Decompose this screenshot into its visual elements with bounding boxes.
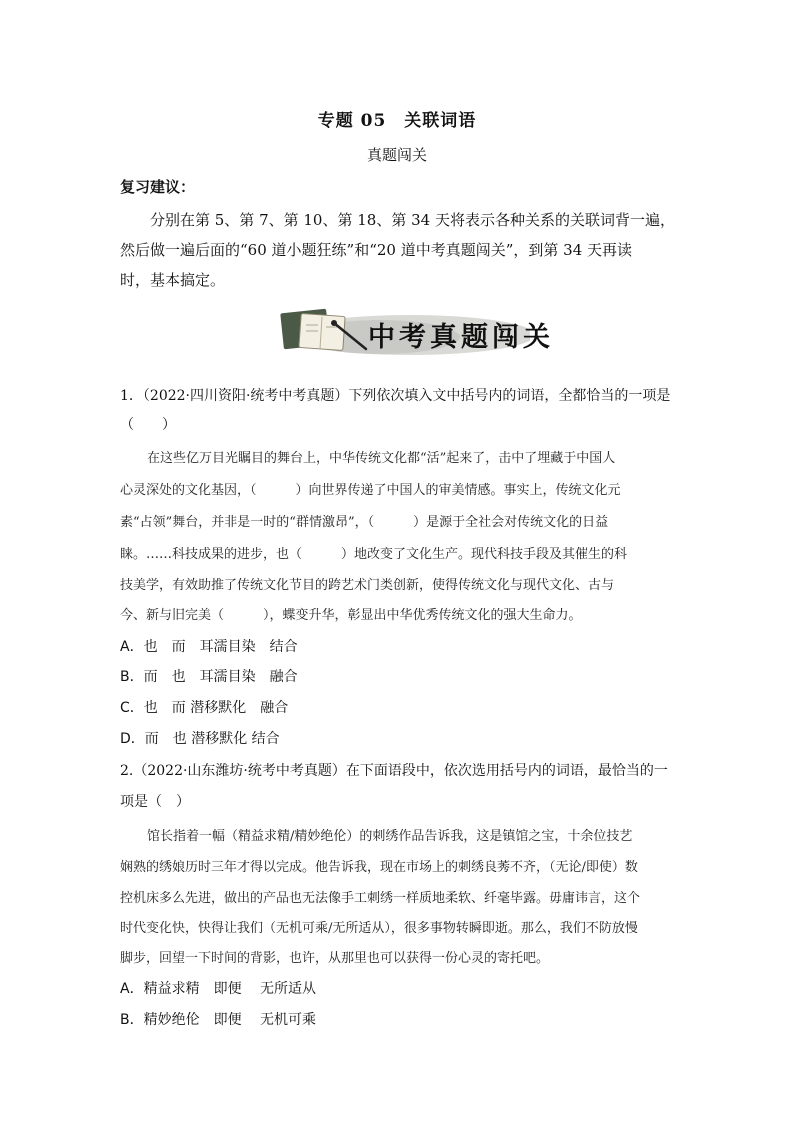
question-2-option-b[interactable]: B．精妙绝伦 即便 无机可乘 <box>120 1012 317 1028</box>
question-2-passage-line: 馆长指着一幅（精益求精/精妙绝伦）的刺绣作品告诉我，这是镇馆之宝，十余位技艺 <box>147 829 633 844</box>
document-subtitle: 真题闯关 <box>366 146 427 164</box>
question-2-stem: 项是（ ） <box>120 794 190 810</box>
question-1-passage-line: 今、新与旧完美（ ），蝶变升华，彰显出中华优秀传统文化的强大生命力。 <box>120 608 582 623</box>
question-2-option-a[interactable]: A．精益求精 即便 无所适从 <box>120 981 317 997</box>
question-1-passage-line: 素“占领”舞台，并非是一时的“群情激昂”，（ ）是源于全社会对传统文化的日益 <box>120 515 609 530</box>
question-1-stem: （ ） <box>120 417 176 433</box>
question-1-option-a[interactable]: A．也 而 耳濡目染 结合 <box>120 639 298 655</box>
question-1-passage-line: 在这些亿万目光瞩目的舞台上，中华传统文化都“活”起来了，击中了埋藏于中国人 <box>147 451 616 466</box>
advice-line: 然后做一遍后面的“60 道小题狂练”和“20 道中考真题闯关”，到第 34 天再读 <box>120 241 633 259</box>
question-2-passage-line: 控机床多么先进，做出的产品也无法像手工刺绣一样质地柔软、纤毫毕露。毋庸讳言，这个 <box>120 891 641 906</box>
advice-paragraph <box>120 205 680 295</box>
advice-heading: 复习建议： <box>120 178 196 196</box>
question-2-stem: 2.（2022·山东潍坊·统考中考真题）在下面语段中，依次选用括号内的词语，最恰当的一 <box>120 763 668 779</box>
question-1-stem: 1．（2022·四川资阳·统考中考真题）下列依次填入文中括号内的词语，全都恰当的一项是 <box>120 388 671 404</box>
question-2-passage-line: 脚步，回望一下时间的背影，也许，从那里也可以获得一份心灵的寄托吧。 <box>120 951 550 966</box>
banner-title: 中考真题闯关 <box>368 322 554 353</box>
question-1-option-b[interactable]: B．而 也 耳濡目染 融合 <box>120 669 298 685</box>
book-icon <box>280 309 345 351</box>
question-2-passage-line: 娴熟的绣娘历时三年才得以完成。他告诉我，现在市场上的刺绣良莠不齐，（无论/即使）数 <box>120 860 638 875</box>
advice-line: 时，基本搞定。 <box>120 271 226 289</box>
advice-line: 分别在第 5、第 7、第 10、第 18、第 34 天将表示各种关系的关联词背一遍， <box>150 211 675 229</box>
question-1-passage-line: 技美学，有效助推了传统文化节目的跨艺术门类创新，使得传统文化与现代文化、古与 <box>120 578 615 593</box>
document-title: 专题 05 关联词语 <box>317 111 477 131</box>
question-2-passage-line: 时代变化快，快得让我们（无机可乘/无所适从），很多事物转瞬即逝。那么，我们不防放慢 <box>120 921 638 936</box>
question-1-option-d[interactable]: D．而 也 潜移默化 结合 <box>120 731 280 747</box>
question-1-passage-line: 睐。……科技成果的进步，也（ ）地改变了文化生产。现代科技手段及其催生的科 <box>120 547 628 562</box>
question-1-option-c[interactable]: C．也 而 潜移默化 融合 <box>120 700 289 716</box>
question-1-passage-line: 心灵深处的文化基因，（ ）向世界传递了中国人的审美情感。事实上，传统文化元 <box>120 483 621 498</box>
